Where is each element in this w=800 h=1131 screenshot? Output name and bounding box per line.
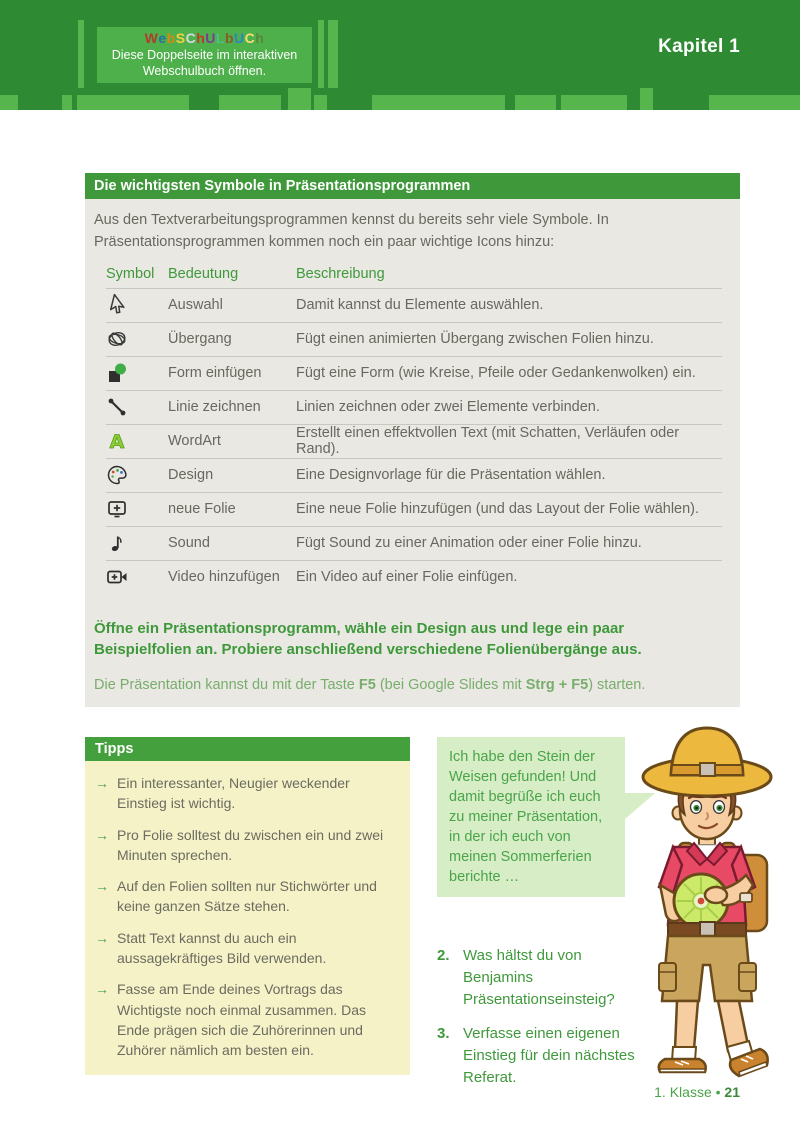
symbol-description: Damit kannst du Elemente auswählen. xyxy=(296,297,544,313)
tip-item xyxy=(95,979,398,1060)
symbol-meaning: neue Folie xyxy=(168,501,236,517)
hint-text: Die Präsentation kannst du mit der Taste F5 (bei Google Slides mit Strg + F5) starten. xyxy=(94,677,646,693)
symbol-description: Eine neue Folie hinzufügen (und das Layout der Folie wählen). xyxy=(296,501,700,517)
logo-letter: C xyxy=(244,29,256,46)
benjamin-character-illustration xyxy=(615,715,800,1087)
tips-box xyxy=(85,737,410,1075)
table-header-row xyxy=(106,260,722,288)
page-number: 21 xyxy=(724,1084,740,1100)
tip-text: Fasse am Ende deines Vortrags das Wichtigste noch einmal zusammen. Das Ende prägen sich die Zuhörerinnen und Zuhörer nämlich am besten ein. xyxy=(117,981,366,1059)
tip-item xyxy=(95,773,398,814)
column-header-symbol: Symbol xyxy=(106,265,155,282)
tip-item xyxy=(95,928,398,969)
tip-text: Auf den Folien sollten nur Stichwörter und keine ganzen Sätze stehen. xyxy=(117,878,377,915)
chapter-label: Kapitel 1 xyxy=(658,36,740,57)
tip-text: Ein interessanter, Neugier weckender Einstieg ist wichtig. xyxy=(117,775,350,812)
transition-icon xyxy=(106,328,128,350)
table-row xyxy=(106,322,722,356)
arrow-bullet-icon: → xyxy=(95,981,109,998)
page-header xyxy=(0,0,800,110)
logo-letter: S xyxy=(175,29,186,46)
section-intro: Aus den Textverarbeitungsprogrammen kennst du bereits sehr viele Symbole. In Präsentationsprogrammen kommen noch ein paar wichtige Icons hinzu: xyxy=(94,212,609,250)
wordart-icon xyxy=(106,430,128,452)
symbol-meaning: WordArt xyxy=(168,433,221,449)
tip-item xyxy=(95,825,398,866)
design-palette-icon xyxy=(106,464,128,486)
tips-list xyxy=(85,761,410,1075)
webschulbuch-link-label: Diese Doppelseite im interaktiven Webschulbuch öffnen. xyxy=(111,47,298,78)
column-header-beschreibung: Beschreibung xyxy=(296,265,385,282)
footer-label: 1. Klasse xyxy=(654,1084,712,1100)
new-slide-icon xyxy=(106,498,128,520)
logo-letter: C xyxy=(185,29,197,46)
video-icon xyxy=(106,566,128,588)
table-row xyxy=(106,288,722,322)
logo-letter: h xyxy=(255,29,265,46)
symbol-meaning: Sound xyxy=(168,535,210,551)
table-row xyxy=(106,390,722,424)
webschulbuch-link-button[interactable] xyxy=(97,27,312,83)
question-number: 2. xyxy=(437,947,450,964)
speech-bubble xyxy=(437,737,625,897)
key-strg-f5: Strg + F5 xyxy=(525,677,589,693)
arrow-bullet-icon: → xyxy=(95,878,109,895)
header-accent-bar xyxy=(318,20,324,88)
question-text: Was hältst du von Benjamins Präsentationseinsteig? xyxy=(463,947,615,1008)
svg-text:A: A xyxy=(109,431,125,452)
logo-letter: U xyxy=(205,29,216,46)
shape-icon xyxy=(106,362,128,384)
symbols-table xyxy=(106,260,722,594)
header-accent-bar xyxy=(78,20,84,88)
section-body xyxy=(85,199,740,707)
symbol-description: Fügt eine Form (wie Kreise, Pfeile oder Gedankenwolken) ein. xyxy=(296,365,696,381)
symbols-section xyxy=(85,173,740,707)
symbol-meaning: Linie zeichnen xyxy=(168,399,261,415)
symbol-meaning: Form einfügen xyxy=(168,365,262,381)
symbol-meaning: Design xyxy=(168,467,214,483)
question-item xyxy=(437,1023,637,1088)
speech-bubble-text: Ich habe den Stein der Weisen gefunden! Und damit begrüße ich euch zu meiner Präsentation, in der ich euch von meinen Sommerferien berichte … xyxy=(449,749,603,885)
table-row xyxy=(106,424,722,458)
column-header-bedeutung: Bedeutung xyxy=(168,265,239,282)
section-title: Die wichtigsten Symbole in Präsentationsprogrammen xyxy=(85,173,740,199)
symbol-meaning: Auswahl xyxy=(168,297,223,313)
logo-letter: h xyxy=(196,29,206,46)
tip-text: Pro Folie solltest du zwischen ein und zwei Minuten sprechen. xyxy=(117,826,384,863)
arrow-bullet-icon: → xyxy=(95,775,109,791)
question-item xyxy=(437,945,637,1010)
line-icon xyxy=(106,396,128,418)
symbol-meaning: Video hinzufügen xyxy=(168,569,280,585)
symbol-description: Fügt Sound zu einer Animation oder einer Folie hinzu. xyxy=(296,535,642,551)
question-number: 3. xyxy=(437,1025,450,1043)
table-row xyxy=(106,458,722,492)
tip-text: Statt Text kannst du auch ein aussagekräftiges Bild verwenden. xyxy=(117,929,327,967)
page-footer xyxy=(654,1084,740,1100)
footer-separator: • xyxy=(715,1084,721,1100)
webschulbuch-logo xyxy=(145,31,265,45)
logo-letter: W xyxy=(144,29,159,46)
symbol-description: Ein Video auf einer Folie einfügen. xyxy=(296,569,518,585)
header-accent-bar xyxy=(328,20,338,88)
symbol-meaning: Übergang xyxy=(168,331,232,347)
symbol-description: Eine Designvorlage für die Präsentation wählen. xyxy=(296,467,606,483)
table-row xyxy=(106,356,722,390)
cursor-arrow-icon xyxy=(106,294,128,316)
key-f5: F5 xyxy=(358,677,376,693)
arrow-bullet-icon: → xyxy=(95,826,109,843)
tip-item xyxy=(95,876,398,917)
table-row xyxy=(106,560,722,594)
logo-letter: b xyxy=(224,29,235,46)
table-row xyxy=(106,492,722,526)
logo-letter: U xyxy=(234,29,245,46)
logo-letter: e xyxy=(158,29,167,46)
questions-list xyxy=(437,945,637,1102)
symbol-description: Linien zeichnen oder zwei Elemente verbinden. xyxy=(296,399,600,415)
logo-letter: L xyxy=(215,29,225,46)
arrow-bullet-icon: → xyxy=(95,929,109,946)
tips-title: Tipps xyxy=(85,737,410,761)
table-row xyxy=(106,526,722,560)
symbol-description: Erstellt einen effektvollen Text (mit Schatten, Verläufen oder Rand). xyxy=(296,425,680,457)
task-text: Öffne ein Präsentationsprogramm, wähle ein Design aus und lege ein paar Beispielfolien an. Probiere anschließend verschiedene Folienübergänge aus. xyxy=(94,619,642,659)
question-text: Verfasse einen eigenen Einstieg für dein nächstes Referat. xyxy=(463,1025,635,1086)
symbol-description: Fügt einen animierten Übergang zwischen Folien hinzu. xyxy=(296,331,654,347)
sound-icon xyxy=(106,532,128,554)
logo-letter: b xyxy=(166,29,176,46)
